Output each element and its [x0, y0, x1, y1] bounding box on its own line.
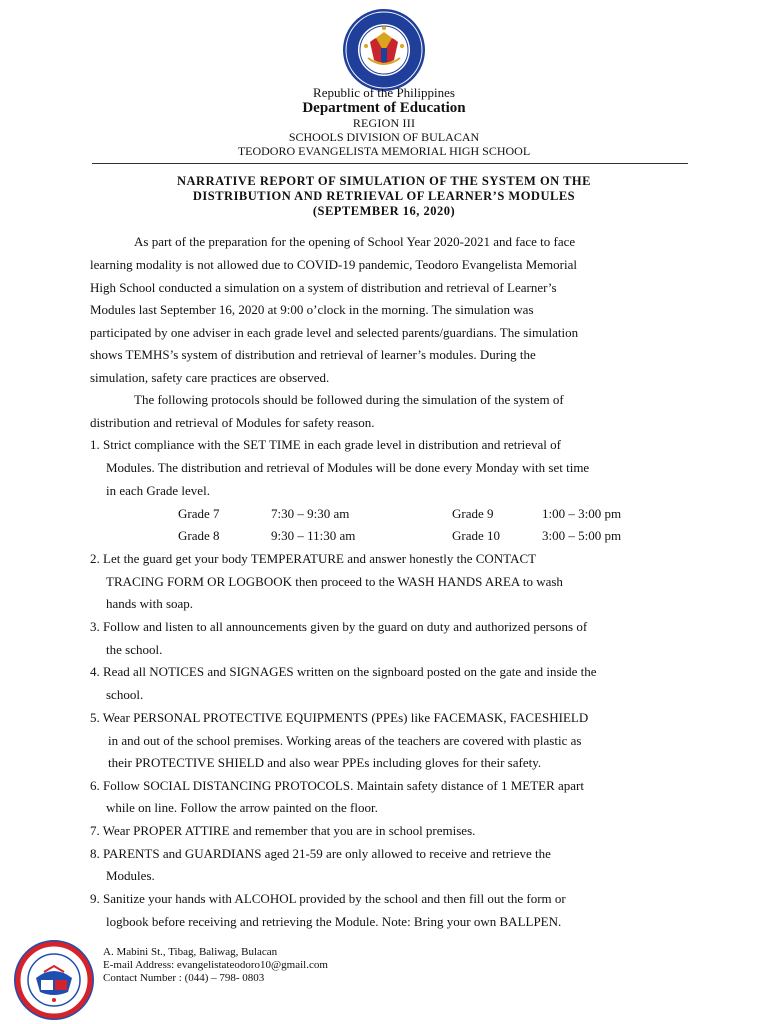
protocol-item-cont: in each Grade level.: [106, 483, 210, 498]
paragraph-line: participated by one adviser in each grade level and selected parents/guardians. The simulation: [90, 325, 579, 340]
protocol-item-cont: TRACING FORM OR LOGBOOK then proceed to the WASH HANDS AREA to wash: [106, 574, 563, 589]
schedule-grade: Grade 10: [452, 528, 501, 543]
footer-contact: Contact Number : (044) – 798- 0803: [103, 972, 265, 984]
protocol-item: 4. Read all NOTICES and SIGNAGES written on the signboard posted on the gate and inside the: [90, 664, 597, 679]
protocol-item-cont: their PROTECTIVE SHIELD and also wear PPEs including gloves for their safety.: [108, 755, 542, 770]
schedule-grade: Grade 9: [452, 506, 494, 521]
schedule-grade: Grade 7: [178, 506, 220, 521]
schedule-time: 7:30 – 9:30 am: [271, 506, 350, 521]
school-logo-icon: [14, 940, 94, 1020]
department-line: Department of Education: [302, 100, 466, 116]
report-title-line2: DISTRIBUTION AND RETRIEVAL OF LEARNER’S MODULES: [192, 189, 576, 203]
protocol-item-cont: school.: [106, 687, 144, 702]
deped-seal-icon: [342, 8, 426, 92]
protocol-item: 8. PARENTS and GUARDIANS aged 21-59 are only allowed to receive and retrieve the: [90, 846, 551, 861]
protocol-item: 9. Sanitize your hands with ALCOHOL provided by the school and then fill out the form or: [90, 891, 566, 906]
protocol-item: 1. Strict compliance with the SET TIME in each grade level in distribution and retrieval of: [90, 437, 562, 452]
report-title-line1: NARRATIVE REPORT OF SIMULATION OF THE SYSTEM ON THE: [176, 174, 591, 188]
report-title-date: (SEPTEMBER 16, 2020): [312, 204, 456, 218]
protocol-item: 7. Wear PROPER ATTIRE and remember that you are in school premises.: [90, 823, 476, 838]
protocol-item: 6. Follow SOCIAL DISTANCING PROTOCOLS. Maintain safety distance of 1 METER apart: [90, 778, 584, 793]
paragraph-line: shows TEMHS’s system of distribution and retrieval of learner’s modules. During the: [90, 347, 536, 362]
protocol-item: 3. Follow and listen to all announcements given by the guard on duty and authorized persons of: [90, 619, 588, 634]
schedule-time: 1:00 – 3:00 pm: [542, 506, 622, 521]
protocol-item: 5. Wear PERSONAL PROTECTIVE EQUIPMENTS (PPEs) like FACEMASK, FACESHIELD: [90, 710, 589, 725]
protocol-item-cont: while on line. Follow the arrow painted on the floor.: [106, 800, 378, 815]
paragraph-line: The following protocols should be followed during the simulation of the system of: [134, 392, 564, 407]
protocol-item-cont: Modules. The distribution and retrieval of Modules will be done every Monday with set time: [106, 460, 590, 475]
paragraph-line: Modules last September 16, 2020 at 9:00 o’clock in the morning. The simulation was: [90, 302, 534, 317]
paragraph-line: learning modality is not allowed due to COVID-19 pandemic, Teodoro Evangelista Memorial: [90, 257, 577, 272]
protocol-item-cont: logbook before receiving and retrieving the Module. Note: Bring your own BALLPEN.: [106, 914, 562, 929]
region-line: REGION III: [352, 116, 416, 130]
protocol-item-cont: Modules.: [106, 868, 155, 883]
schedule-time: 9:30 – 11:30 am: [271, 528, 356, 543]
paragraph-line: simulation, safety care practices are observed.: [90, 370, 330, 385]
schedule-time: 3:00 – 5:00 pm: [542, 528, 622, 543]
protocol-item-cont: hands with soap.: [106, 596, 194, 611]
paragraph-line: High School conducted a simulation on a system of distribution and retrieval of Learner’s: [90, 280, 557, 295]
protocol-item-cont: the school.: [106, 642, 163, 657]
schedule-grade: Grade 8: [178, 528, 220, 543]
school-name-line: TEODORO EVANGELISTA MEMORIAL HIGH SCHOOL: [237, 144, 531, 158]
republic-line: Republic of the Philippines: [313, 85, 455, 100]
protocol-item: 2. Let the guard get your body TEMPERATURE and answer honestly the CONTACT: [90, 551, 537, 566]
header-divider: [92, 163, 688, 164]
footer-email: E-mail Address: evangelistateodoro10@gmail.com: [103, 959, 328, 971]
paragraph-line: distribution and retrieval of Modules for safety reason.: [90, 415, 375, 430]
paragraph-line: As part of the preparation for the opening of School Year 2020-2021 and face to face: [134, 234, 576, 249]
footer-address: A. Mabini St., Tibag, Baliwag, Bulacan: [103, 946, 278, 958]
division-line: SCHOOLS DIVISION OF BULACAN: [288, 130, 480, 144]
protocol-item-cont: in and out of the school premises. Working areas of the teachers are covered with plastic as: [108, 733, 582, 748]
